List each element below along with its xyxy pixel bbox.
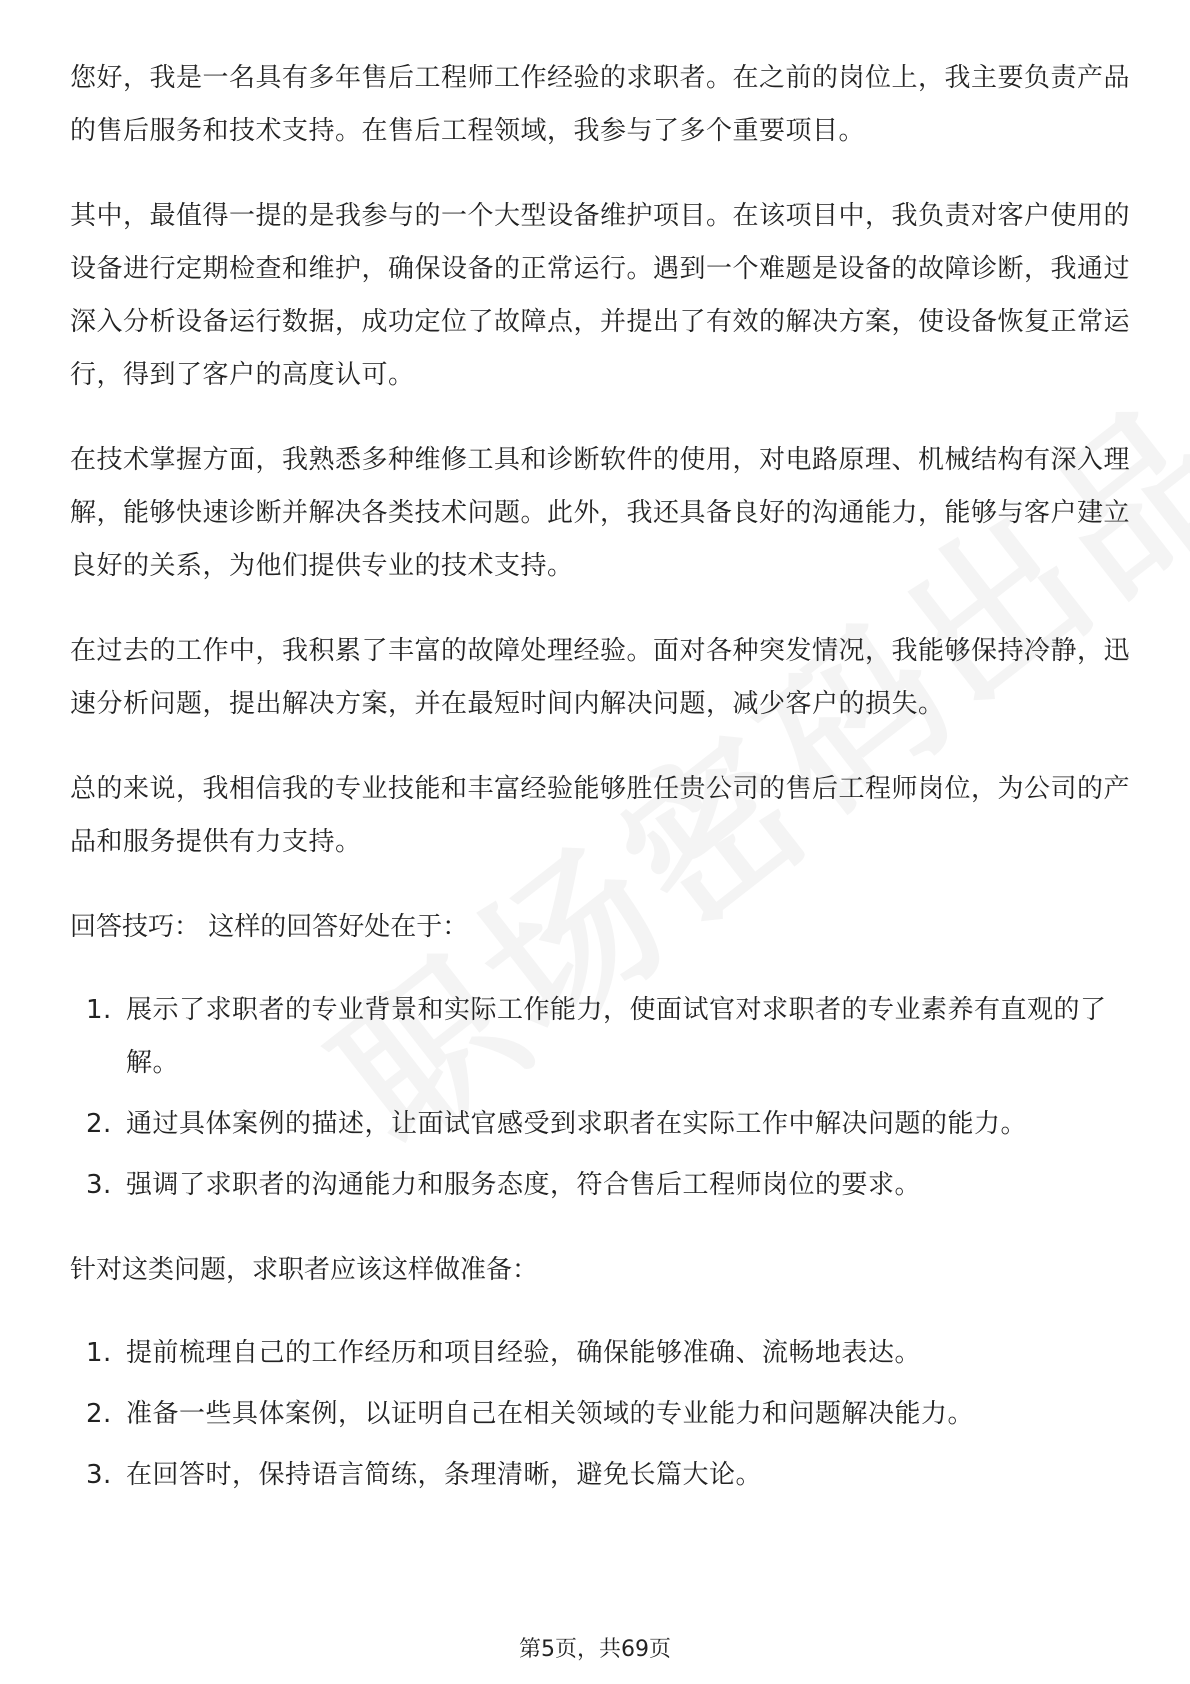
prep-list bbox=[70, 1327, 1130, 1502]
tips-list bbox=[70, 984, 1130, 1212]
list-number: 1. bbox=[86, 995, 112, 1025]
list-item bbox=[70, 1388, 1130, 1441]
list-number: 1. bbox=[86, 1338, 112, 1368]
list-item bbox=[70, 984, 1130, 1090]
page-footer: 第5页，共69页 bbox=[519, 1637, 671, 1662]
list-item-text: 准备一些具体案例，以证明自己在相关领域的专业能力和问题解决能力。 bbox=[126, 1399, 975, 1429]
list-number: 3. bbox=[86, 1170, 112, 1200]
prep-heading: 针对这类问题，求职者应该这样做准备： bbox=[70, 1255, 539, 1285]
paragraph-experience: 在过去的工作中，我积累了丰富的故障处理经验。面对各种突发情况，我能够保持冷静，迅速分析问题，提出解决方案，并在最短时间内解决问题，减少客户的损失。 bbox=[70, 636, 1131, 719]
list-item-text: 强调了求职者的沟通能力和服务态度，符合售后工程师岗位的要求。 bbox=[126, 1170, 922, 1200]
list-item-text: 在回答时，保持语言简练，条理清晰，避免长篇大论。 bbox=[126, 1460, 763, 1490]
list-item-text: 通过具体案例的描述，让面试官感受到求职者在实际工作中解决问题的能力。 bbox=[126, 1109, 1028, 1139]
list-item-text: 展示了求职者的专业背景和实际工作能力，使面试官对求职者的专业素养有直观的了解。 bbox=[126, 995, 1107, 1078]
list-item bbox=[70, 1327, 1130, 1380]
document-page bbox=[70, 52, 1130, 1534]
list-item-text: 提前梳理自己的工作经历和项目经验，确保能够准确、流畅地表达。 bbox=[126, 1338, 922, 1368]
paragraph-summary: 总的来说，我相信我的专业技能和丰富经验能够胜任贵公司的售后工程师岗位，为公司的产品和服务提供有力支持。 bbox=[70, 774, 1131, 857]
list-number: 2. bbox=[86, 1109, 112, 1139]
list-item bbox=[70, 1159, 1130, 1212]
paragraph-project: 其中，最值得一提的是我参与的一个大型设备维护项目。在该项目中，我负责对客户使用的设备进行定期检查和维护，确保设备的正常运行。遇到一个难题是设备的故障诊断，我通过深入分析设备运行数据，成功定位了故障点，并提出了有效的解决方案，使设备恢复正常运行，得到了客户的高度认可。 bbox=[70, 201, 1131, 390]
list-item bbox=[70, 1449, 1130, 1502]
tips-heading: 回答技巧： 这样的回答好处在于： bbox=[70, 912, 469, 942]
list-item bbox=[70, 1098, 1130, 1151]
paragraph-skills: 在技术掌握方面，我熟悉多种维修工具和诊断软件的使用，对电路原理、机械结构有深入理解，能够快速诊断并解决各类技术问题。此外，我还具备良好的沟通能力，能够与客户建立良好的关系，为他们提供专业的技术支持。 bbox=[70, 445, 1131, 581]
paragraph-intro: 您好，我是一名具有多年售后工程师工作经验的求职者。在之前的岗位上，我主要负责产品的售后服务和技术支持。在售后工程领域，我参与了多个重要项目。 bbox=[70, 63, 1131, 146]
list-number: 3. bbox=[86, 1460, 112, 1490]
list-number: 2. bbox=[86, 1399, 112, 1429]
